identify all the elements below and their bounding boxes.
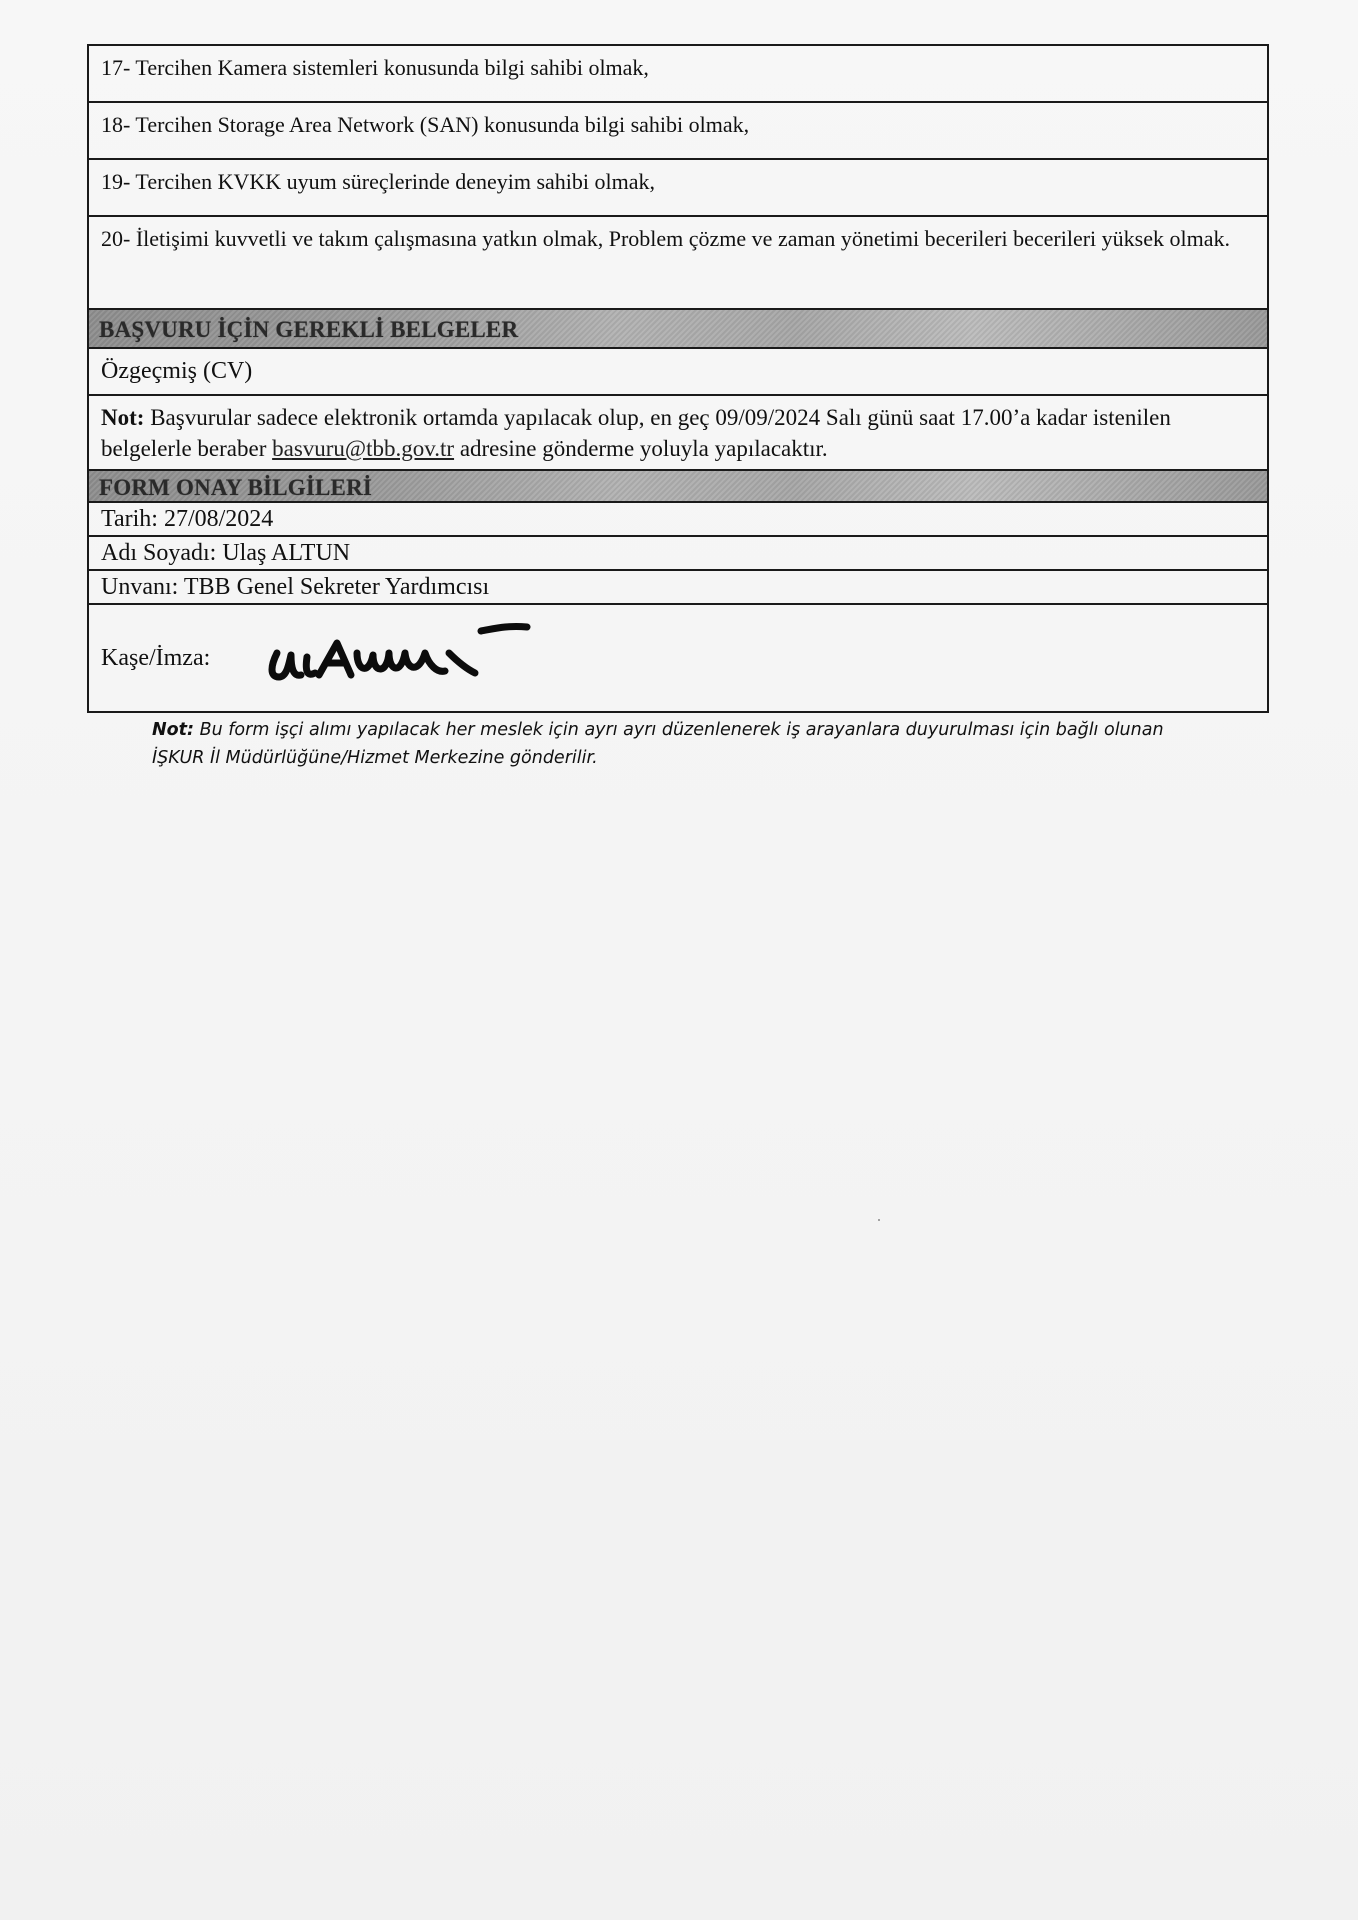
requirement-text: 17- Tercihen Kamera sistemleri konusunda bilgi sahibi olmak, — [101, 55, 649, 80]
application-note-row — [89, 396, 1267, 471]
requirement-row — [89, 103, 1267, 160]
section-title: FORM ONAY BİLGİLERİ — [99, 475, 373, 500]
name-row — [89, 537, 1267, 571]
requirement-text: 19- Tercihen KVKK uyum süreçlerinde deneyim sahibi olmak, — [101, 169, 656, 194]
approval-date: Tarih: 27/08/2024 — [101, 506, 274, 532]
application-email-link[interactable]: basvuru@tbb.gov.tr — [272, 436, 455, 461]
footnote-label: Not: — [152, 720, 195, 740]
handwritten-signature — [249, 613, 549, 693]
note-text-before: Başvurular sadece elektronik ortamda yapılacak olup, en geç 09/09/2024 Salı günü saat 17.00’a kadar istenilen belgelerle beraber — [101, 405, 1171, 461]
signature-label: Kaşe/İmza: — [101, 645, 211, 671]
note-text-after: adresine gönderme yoluyla yapılacaktır. — [454, 436, 828, 461]
requirement-text: 20- İletişimi kuvvetli ve takım çalışmasına yatkın olmak, Problem çözme ve zaman yönetimi becerileri becerileri yüksek olmak. — [101, 226, 1230, 251]
documents-item: Özgeçmiş (CV) — [101, 358, 253, 384]
requirement-row — [89, 160, 1267, 217]
title-row — [89, 571, 1267, 605]
documents-section-header — [89, 310, 1267, 349]
date-row — [89, 503, 1267, 537]
signature-row — [89, 605, 1267, 711]
note-label: Not: — [101, 405, 145, 430]
form-table — [87, 44, 1269, 713]
requirement-text: 18- Tercihen Storage Area Network (SAN) konusunda bilgi sahibi olmak, — [101, 112, 750, 137]
documents-item-row — [89, 349, 1267, 396]
section-title: BAŞVURU İÇİN GEREKLİ BELGELER — [99, 317, 519, 342]
approver-name: Adı Soyadı: Ulaş ALTUN — [101, 540, 351, 566]
requirement-row — [89, 46, 1267, 103]
approval-section-header — [89, 471, 1267, 503]
footnote-text: Bu form işçi alımı yapılacak her meslek için ayrı ayrı düzenlenerek iş arayanlara duyurulması için bağlı olunan İŞKUR İl Müdürlüğüne/Hizmet Merkezine gönderilir. — [152, 720, 1164, 768]
approver-title: Unvanı: TBB Genel Sekreter Yardımcısı — [101, 574, 490, 600]
footnote — [152, 716, 1212, 772]
scan-speck — [878, 1219, 880, 1221]
requirement-row — [89, 217, 1267, 310]
